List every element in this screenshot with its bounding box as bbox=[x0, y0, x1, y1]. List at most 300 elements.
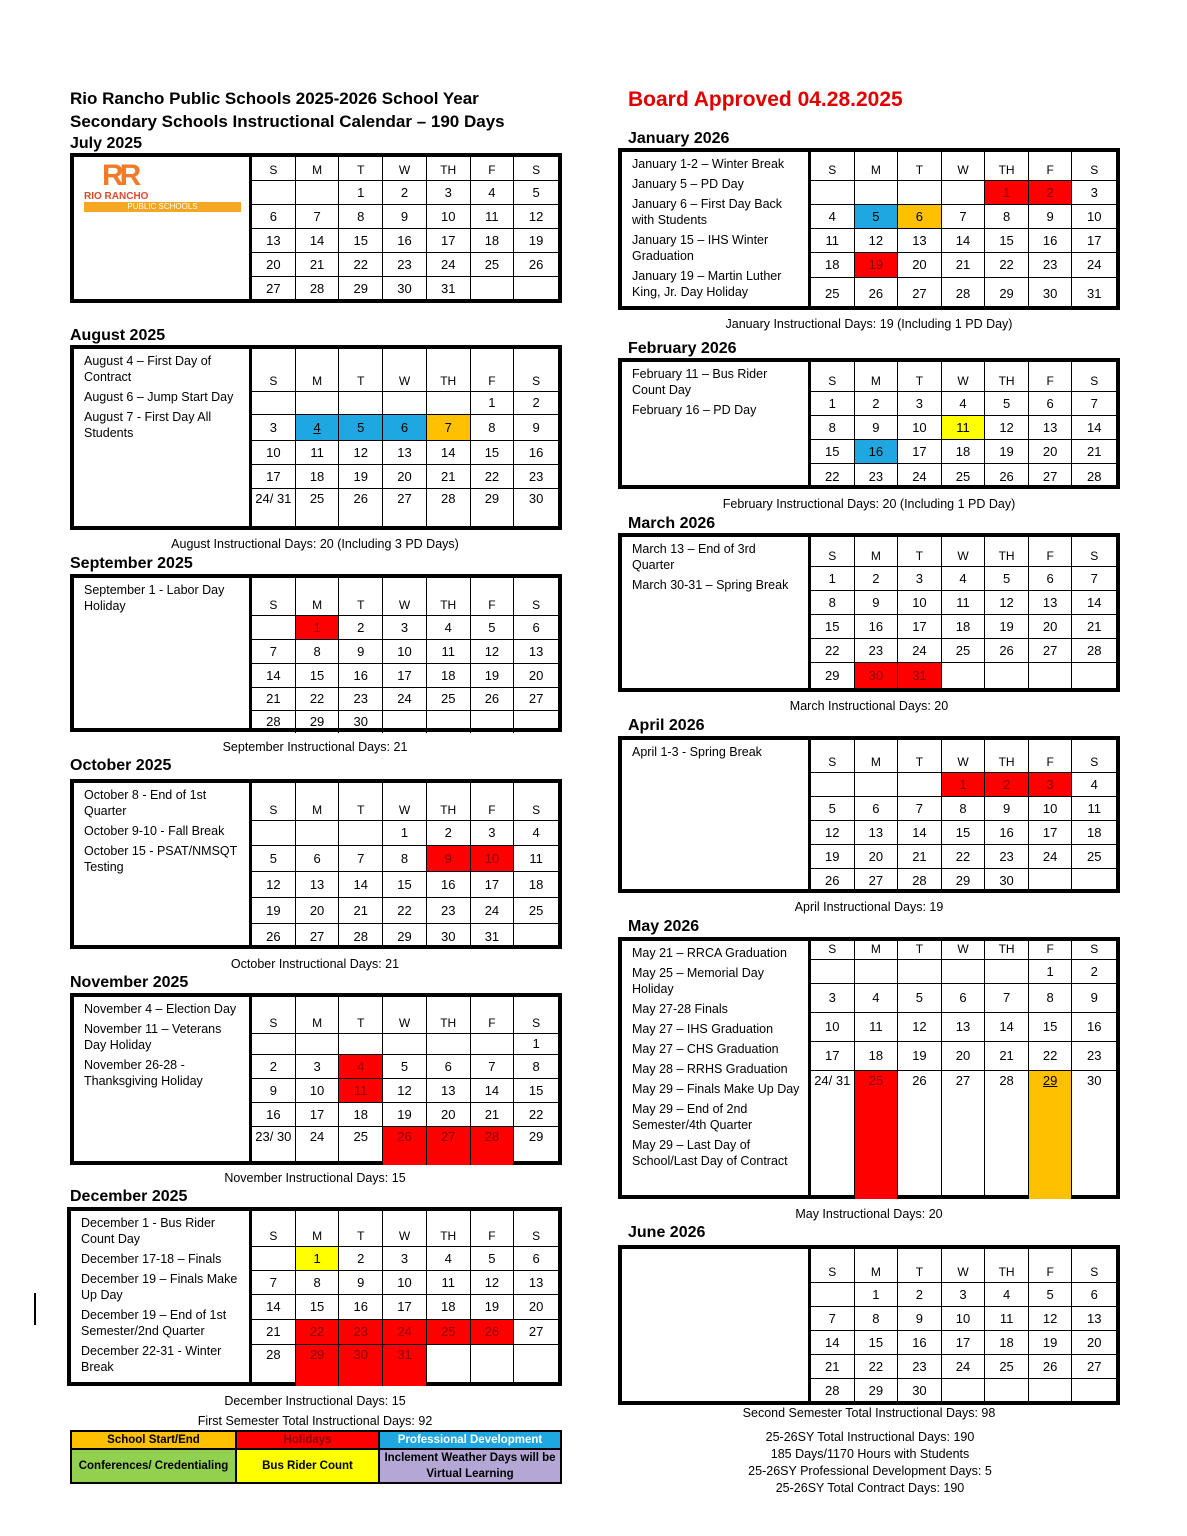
calendar-note: September 1 - Labor Day Holiday bbox=[84, 583, 225, 613]
weekday-header: M bbox=[296, 1211, 340, 1247]
weekday-header: F bbox=[471, 997, 515, 1034]
date-cell: 12 bbox=[471, 640, 515, 664]
legend-conferences: Conferences/ Credentialing bbox=[71, 1449, 236, 1483]
date-cell: 10 bbox=[898, 591, 942, 615]
legend-bus-rider-count: Bus Rider Count bbox=[236, 1449, 379, 1483]
date-cell: 10 bbox=[898, 416, 942, 440]
date-cell: 2 bbox=[427, 821, 471, 846]
date-cell: 4 bbox=[942, 392, 986, 416]
date-cell: 25 bbox=[296, 489, 340, 528]
date-cell: 20 bbox=[855, 845, 899, 869]
date-cell: 6 bbox=[514, 616, 558, 640]
date-cell: 29 bbox=[855, 1379, 899, 1403]
empty-cell bbox=[1072, 1379, 1116, 1403]
calendar-note: May 21 – RRCA Graduation bbox=[632, 946, 787, 960]
date-cell: 12 bbox=[1029, 1307, 1073, 1331]
date-cell: 25 bbox=[811, 278, 855, 310]
date-cell: 30 bbox=[855, 663, 899, 688]
weekday-header: S bbox=[514, 1211, 558, 1247]
board-approved-note: Board Approved 04.28.2025 bbox=[628, 88, 903, 111]
empty-cell bbox=[296, 821, 340, 846]
empty-cell bbox=[855, 181, 899, 205]
date-cell: 24 bbox=[383, 688, 427, 711]
date-cell: 27 bbox=[383, 489, 427, 528]
date-cell: 15 bbox=[471, 441, 515, 465]
date-cell: 23 bbox=[1029, 253, 1073, 278]
date-cell: 30 bbox=[898, 1379, 942, 1403]
march-2026-calendar bbox=[618, 533, 1120, 692]
date-cell: 5 bbox=[339, 415, 383, 441]
date-cell: 21 bbox=[296, 253, 340, 277]
date-cell: 20 bbox=[942, 1042, 986, 1071]
calendar-note: May 28 – RRHS Graduation bbox=[632, 1062, 788, 1076]
date-cell: 29 bbox=[471, 489, 515, 528]
date-cell: 21 bbox=[471, 1103, 515, 1127]
date-cell: 16 bbox=[855, 615, 899, 639]
weekday-header: W bbox=[942, 740, 986, 773]
calendar-note: March 13 – End of 3rd Quarter bbox=[632, 542, 756, 572]
date-cell: 5 bbox=[252, 846, 296, 872]
date-cell: 13 bbox=[898, 229, 942, 253]
weekday-header: S bbox=[1072, 152, 1116, 181]
date-cell: 13 bbox=[514, 1271, 558, 1295]
date-cell: 10 bbox=[383, 1271, 427, 1295]
march-2026-day-grid bbox=[811, 537, 1116, 688]
date-cell: 15 bbox=[811, 440, 855, 464]
date-cell: 1 bbox=[296, 1247, 340, 1271]
date-cell: 12 bbox=[985, 416, 1029, 440]
date-cell: 28 bbox=[471, 1127, 515, 1165]
date-cell: 13 bbox=[942, 1013, 986, 1042]
weekday-header: W bbox=[942, 537, 986, 567]
date-cell: 5 bbox=[514, 181, 558, 205]
weekday-header: T bbox=[339, 1211, 383, 1247]
weekday-header: TH bbox=[427, 1211, 471, 1247]
date-cell: 17 bbox=[1029, 821, 1073, 845]
date-cell: 9 bbox=[1029, 205, 1073, 229]
date-cell: 26 bbox=[1029, 1355, 1073, 1379]
date-cell: 1 bbox=[855, 1283, 899, 1307]
empty-cell bbox=[252, 616, 296, 640]
calendar-note: January 1-2 – Winter Break bbox=[632, 157, 785, 171]
october-2025-instructional-days: October Instructional Days: 21 bbox=[230, 957, 400, 971]
date-cell: 18 bbox=[514, 872, 558, 898]
date-cell: 10 bbox=[942, 1307, 986, 1331]
date-cell: 27 bbox=[514, 688, 558, 711]
date-cell: 30 bbox=[339, 711, 383, 733]
november-2025-instructional-days: November Instructional Days: 15 bbox=[224, 1171, 406, 1185]
date-cell: 25 bbox=[339, 1127, 383, 1165]
weekday-header: F bbox=[1029, 1249, 1073, 1283]
date-cell: 3 bbox=[1029, 773, 1073, 797]
date-cell: 11 bbox=[942, 591, 986, 615]
weekday-header: TH bbox=[985, 362, 1029, 392]
september-2025-instructional-days: September Instructional Days: 21 bbox=[222, 740, 408, 754]
date-cell: 27 bbox=[942, 1071, 986, 1199]
date-cell: 18 bbox=[811, 253, 855, 278]
weekday-header: M bbox=[855, 1249, 899, 1283]
calendar-note: August 4 – First Day of Contract bbox=[84, 354, 212, 384]
calendar-note: January 5 – PD Day bbox=[632, 177, 744, 191]
calendar-note: October 9-10 - Fall Break bbox=[84, 824, 225, 838]
date-cell: 20 bbox=[296, 898, 340, 924]
august-2025-instructional-days: August Instructional Days: 20 (Including 3 PD Days) bbox=[171, 537, 459, 551]
date-cell: 26 bbox=[985, 639, 1029, 663]
empty-cell bbox=[296, 1034, 340, 1055]
date-cell: 21 bbox=[811, 1355, 855, 1379]
date-cell: 3 bbox=[811, 984, 855, 1013]
date-cell: 5 bbox=[985, 567, 1029, 591]
august-2025-heading: August 2025 bbox=[70, 327, 166, 344]
date-cell: 19 bbox=[985, 440, 1029, 464]
date-cell: 28 bbox=[427, 489, 471, 528]
date-cell: 6 bbox=[383, 415, 427, 441]
calendar-note: January 6 – First Day Back with Students bbox=[632, 197, 783, 227]
date-cell: 8 bbox=[985, 205, 1029, 229]
date-cell: 10 bbox=[383, 640, 427, 664]
date-cell: 27 bbox=[296, 924, 340, 949]
october-2025-day-grid bbox=[252, 783, 558, 945]
weekday-header: F bbox=[1029, 537, 1073, 567]
date-cell: 6 bbox=[296, 846, 340, 872]
date-cell: 10 bbox=[1072, 205, 1116, 229]
date-cell: 7 bbox=[811, 1307, 855, 1331]
date-cell: 25 bbox=[942, 639, 986, 663]
date-cell: 15 bbox=[339, 229, 383, 253]
weekday-header: S bbox=[1072, 537, 1116, 567]
date-cell: 17 bbox=[427, 229, 471, 253]
weekday-header: F bbox=[1029, 941, 1073, 960]
date-cell: 1 bbox=[383, 821, 427, 846]
date-cell: 7 bbox=[427, 415, 471, 441]
date-cell: 4 bbox=[296, 415, 340, 441]
date-cell: 12 bbox=[383, 1079, 427, 1103]
date-cell: 25 bbox=[471, 253, 515, 277]
empty-cell bbox=[383, 392, 427, 415]
date-cell: 19 bbox=[252, 898, 296, 924]
empty-cell bbox=[427, 1345, 471, 1386]
date-cell: 19 bbox=[811, 845, 855, 869]
date-cell: 18 bbox=[471, 229, 515, 253]
date-cell: 22 bbox=[985, 253, 1029, 278]
date-cell: 31 bbox=[383, 1345, 427, 1386]
date-cell: 15 bbox=[296, 1295, 340, 1320]
date-cell: 8 bbox=[811, 591, 855, 615]
weekday-header: F bbox=[1029, 152, 1073, 181]
weekday-header: S bbox=[1072, 362, 1116, 392]
date-cell: 1 bbox=[514, 1034, 558, 1055]
date-cell: 2 bbox=[252, 1055, 296, 1079]
date-cell: 18 bbox=[1072, 821, 1116, 845]
date-cell: 24/ 31 bbox=[811, 1071, 855, 1199]
empty-cell bbox=[427, 392, 471, 415]
january-2026-instructional-days: January Instructional Days: 19 (Including 1 PD Day) bbox=[725, 317, 1013, 331]
december-2025-day-grid bbox=[252, 1211, 558, 1382]
march-2026-heading: March 2026 bbox=[628, 515, 716, 532]
date-cell: 3 bbox=[252, 415, 296, 441]
date-cell: 19 bbox=[471, 1295, 515, 1320]
date-cell: 19 bbox=[855, 253, 899, 278]
date-cell: 5 bbox=[811, 797, 855, 821]
date-cell: 12 bbox=[985, 591, 1029, 615]
empty-cell bbox=[339, 821, 383, 846]
date-cell: 22 bbox=[1029, 1042, 1073, 1071]
date-cell: 7 bbox=[252, 640, 296, 664]
date-cell: 9 bbox=[252, 1079, 296, 1103]
empty-cell bbox=[985, 1379, 1029, 1403]
weekday-header: T bbox=[898, 537, 942, 567]
date-cell: 27 bbox=[1029, 639, 1073, 663]
date-cell: 27 bbox=[1072, 1355, 1116, 1379]
date-cell: 23 bbox=[855, 464, 899, 489]
date-cell: 17 bbox=[811, 1042, 855, 1071]
weekday-header: M bbox=[855, 941, 899, 960]
date-cell: 29 bbox=[296, 711, 340, 733]
empty-cell bbox=[855, 773, 899, 797]
date-cell: 21 bbox=[1072, 440, 1116, 464]
date-cell: 10 bbox=[811, 1013, 855, 1042]
date-cell: 3 bbox=[1072, 181, 1116, 205]
may-2026-notes bbox=[622, 941, 811, 1195]
date-cell: 25 bbox=[855, 1071, 899, 1199]
weekday-header: TH bbox=[427, 783, 471, 821]
empty-cell bbox=[942, 960, 986, 984]
date-cell: 17 bbox=[1072, 229, 1116, 253]
weekday-header: M bbox=[855, 537, 899, 567]
weekday-header: S bbox=[252, 1211, 296, 1247]
date-cell: 14 bbox=[811, 1331, 855, 1355]
date-cell: 5 bbox=[898, 984, 942, 1013]
weekday-header: S bbox=[811, 537, 855, 567]
date-cell: 9 bbox=[383, 205, 427, 229]
empty-cell bbox=[471, 277, 515, 301]
empty-cell bbox=[296, 181, 340, 205]
date-cell: 4 bbox=[471, 181, 515, 205]
october-2025-calendar bbox=[70, 779, 562, 949]
empty-cell bbox=[514, 277, 558, 301]
january-2026-day-grid bbox=[811, 152, 1116, 306]
date-cell: 11 bbox=[514, 846, 558, 872]
date-cell: 9 bbox=[514, 415, 558, 441]
date-cell: 17 bbox=[942, 1331, 986, 1355]
date-cell: 14 bbox=[252, 1295, 296, 1320]
empty-cell bbox=[296, 392, 340, 415]
date-cell: 22 bbox=[811, 639, 855, 663]
calendar-note: May 27 – CHS Graduation bbox=[632, 1042, 779, 1056]
date-cell: 27 bbox=[1029, 464, 1073, 489]
date-cell: 14 bbox=[427, 441, 471, 465]
calendar-note: December 19 – End of 1st Semester/2nd Quarter bbox=[81, 1308, 227, 1338]
may-2026-calendar bbox=[618, 937, 1120, 1199]
date-cell: 11 bbox=[811, 229, 855, 253]
date-cell: 16 bbox=[1072, 1013, 1116, 1042]
date-cell: 16 bbox=[855, 440, 899, 464]
date-cell: 6 bbox=[1029, 567, 1073, 591]
calendar-note: October 8 - End of 1st Quarter bbox=[84, 788, 207, 818]
date-cell: 15 bbox=[383, 872, 427, 898]
weekday-header: S bbox=[514, 349, 558, 392]
november-2025-notes bbox=[74, 997, 252, 1161]
date-cell: 2 bbox=[339, 1247, 383, 1271]
date-cell: 19 bbox=[383, 1103, 427, 1127]
april-2026-notes bbox=[622, 740, 811, 889]
logo-initials: RR bbox=[102, 159, 138, 192]
date-cell: 29 bbox=[296, 1345, 340, 1386]
date-cell: 6 bbox=[942, 984, 986, 1013]
date-cell: 13 bbox=[1029, 416, 1073, 440]
date-cell: 30 bbox=[528, 491, 544, 506]
empty-cell bbox=[1072, 869, 1116, 893]
date-cell: 21 bbox=[985, 1042, 1029, 1071]
date-cell: 13 bbox=[383, 441, 427, 465]
date-cell: 5 bbox=[471, 616, 515, 640]
date-cell: 9 bbox=[855, 416, 899, 440]
date-cell: 24 bbox=[471, 898, 515, 924]
weekday-header: S bbox=[514, 997, 558, 1034]
date-cell: 4 bbox=[855, 984, 899, 1013]
weekday-header: T bbox=[339, 157, 383, 181]
date-cell: 2 bbox=[985, 773, 1029, 797]
date-cell: 6 bbox=[855, 797, 899, 821]
date-cell: 17 bbox=[383, 1295, 427, 1320]
weekday-header: M bbox=[855, 362, 899, 392]
date-cell: 14 bbox=[252, 664, 296, 688]
may-2026-instructional-days: May Instructional Days: 20 bbox=[795, 1207, 943, 1221]
weekday-header: S bbox=[811, 152, 855, 181]
date-cell: 12 bbox=[898, 1013, 942, 1042]
date-cell: 22 bbox=[339, 253, 383, 277]
date-cell: 28 bbox=[898, 869, 942, 893]
calendar-note: November 4 – Election Day bbox=[84, 1002, 237, 1016]
date-cell: 7 bbox=[985, 984, 1029, 1013]
weekday-header: S bbox=[514, 157, 558, 181]
december-2025-instructional-days: December Instructional Days: 15 bbox=[224, 1394, 406, 1408]
date-cell: 14 bbox=[1072, 416, 1116, 440]
empty-cell bbox=[1029, 1379, 1073, 1403]
date-cell: 13 bbox=[427, 1079, 471, 1103]
calendar-note: August 6 – Jump Start Day bbox=[84, 390, 234, 404]
date-cell: 24 bbox=[898, 464, 942, 489]
weekday-header: S bbox=[252, 349, 296, 392]
empty-cell bbox=[1072, 663, 1116, 688]
date-cell: 26 bbox=[811, 869, 855, 893]
date-cell: 3 bbox=[471, 821, 515, 846]
date-cell: 13 bbox=[855, 821, 899, 845]
date-cell: 27 bbox=[252, 277, 296, 301]
weekday-header: TH bbox=[985, 537, 1029, 567]
date-cell: 2 bbox=[339, 616, 383, 640]
date-cell: 12 bbox=[855, 229, 899, 253]
date-cell: 1 bbox=[296, 616, 340, 640]
empty-cell bbox=[427, 711, 471, 733]
weekday-header: M bbox=[855, 152, 899, 181]
date-cell: 2 bbox=[1072, 960, 1116, 984]
date-cell: 28 bbox=[252, 1345, 296, 1386]
date-cell: 23 bbox=[339, 688, 383, 711]
march-2026-notes bbox=[622, 537, 811, 688]
total-instructional-days: 25-26SY Total Instructional Days: 190 bbox=[765, 1430, 975, 1444]
weekday-header: T bbox=[898, 941, 942, 960]
empty-cell bbox=[942, 181, 986, 205]
date-cell: 31 bbox=[471, 924, 515, 949]
date-cell: 8 bbox=[942, 797, 986, 821]
weekday-header: W bbox=[383, 157, 427, 181]
calendar-note: May 27-28 Finals bbox=[632, 1002, 728, 1016]
legend-holidays: Holidays bbox=[236, 1431, 379, 1449]
date-cell: 1 bbox=[942, 773, 986, 797]
date-cell: 8 bbox=[1029, 984, 1073, 1013]
empty-cell bbox=[811, 181, 855, 205]
weekday-header: T bbox=[898, 362, 942, 392]
date-cell: 18 bbox=[942, 440, 986, 464]
date-cell: 25 bbox=[942, 464, 986, 489]
empty-cell bbox=[252, 392, 296, 415]
date-cell: 19 bbox=[985, 615, 1029, 639]
date-cell: 24 bbox=[1072, 253, 1116, 278]
weekday-header: F bbox=[471, 783, 515, 821]
date-cell: 4 bbox=[427, 616, 471, 640]
empty-cell bbox=[811, 1283, 855, 1307]
date-cell: 5 bbox=[471, 1247, 515, 1271]
weekday-header: F bbox=[1029, 740, 1073, 773]
date-cell: 24 bbox=[383, 1320, 427, 1345]
calendar-note: November 11 – Veterans Day Holiday bbox=[84, 1022, 222, 1052]
calendar-note: May 27 – IHS Graduation bbox=[632, 1022, 774, 1036]
august-2025-day-grid bbox=[252, 349, 558, 526]
date-cell: 30 bbox=[985, 869, 1029, 893]
weekday-header: M bbox=[296, 349, 340, 392]
date-cell: 23 bbox=[855, 639, 899, 663]
date-cell: 9 bbox=[339, 640, 383, 664]
september-2025-notes bbox=[74, 578, 252, 728]
date-cell: 22 bbox=[383, 898, 427, 924]
weekday-header: S bbox=[811, 740, 855, 773]
date-cell: 13 bbox=[1072, 1307, 1116, 1331]
calendar-note: November 26-28 - Thanksgiving Holiday bbox=[84, 1058, 203, 1088]
document-title-line1: Rio Rancho Public Schools 2025-2026 School Year bbox=[70, 89, 479, 108]
date-cell: 10 bbox=[296, 1079, 340, 1103]
january-2026-calendar bbox=[618, 148, 1120, 310]
august-2025-notes bbox=[74, 349, 252, 526]
date-cell: 15 bbox=[296, 664, 340, 688]
december-2025-calendar bbox=[67, 1207, 562, 1386]
date-cell: 16 bbox=[383, 229, 427, 253]
date-cell: 15 bbox=[985, 229, 1029, 253]
date-cell: 12 bbox=[514, 205, 558, 229]
june-2026-day-grid bbox=[811, 1249, 1116, 1401]
date-cell: 21 bbox=[898, 845, 942, 869]
april-2026-day-grid bbox=[811, 740, 1116, 889]
empty-cell bbox=[514, 1345, 558, 1386]
date-cell: 28 bbox=[339, 924, 383, 949]
date-cell: 19 bbox=[514, 229, 558, 253]
empty-cell bbox=[252, 1034, 296, 1055]
date-cell: 12 bbox=[339, 441, 383, 465]
date-cell: 20 bbox=[1072, 1331, 1116, 1355]
date-cell: 21 bbox=[339, 898, 383, 924]
date-cell: 23 bbox=[427, 898, 471, 924]
october-2025-notes bbox=[74, 783, 252, 945]
date-cell: 22 bbox=[855, 1355, 899, 1379]
date-cell: 10 bbox=[427, 205, 471, 229]
date-cell: 10 bbox=[471, 846, 515, 872]
weekday-header: T bbox=[339, 783, 383, 821]
date-cell: 3 bbox=[427, 181, 471, 205]
date-cell: 18 bbox=[985, 1331, 1029, 1355]
date-cell: 7 bbox=[339, 846, 383, 872]
date-cell: 27 bbox=[514, 1320, 558, 1345]
empty-cell bbox=[514, 924, 558, 949]
